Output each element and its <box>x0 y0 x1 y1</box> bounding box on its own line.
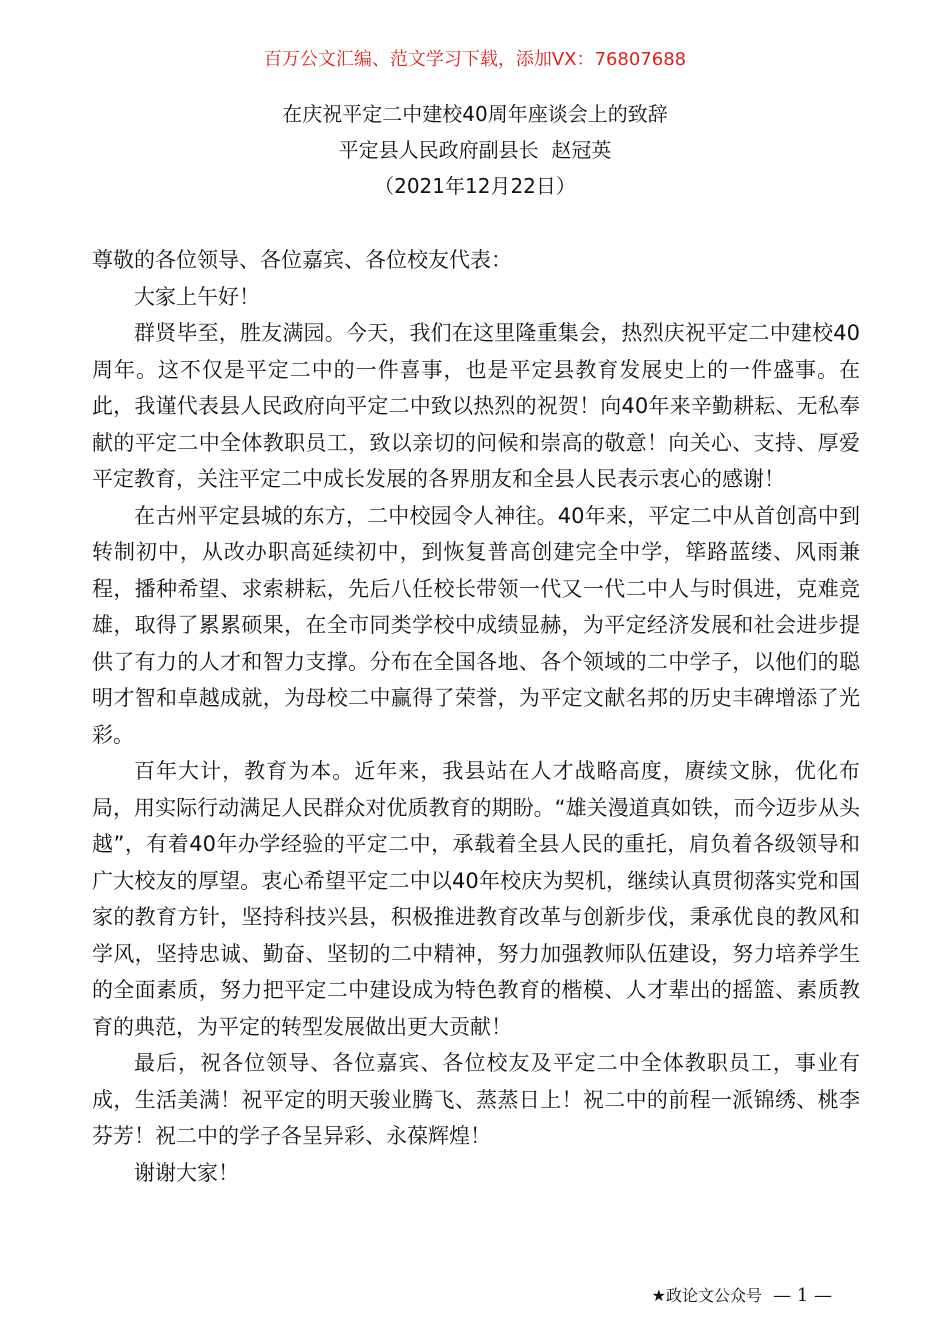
page-number: — 1 — <box>773 1285 832 1306</box>
document-title: 在庆祝平定二中建校40周年座谈会上的致辞 <box>282 102 668 126</box>
speech-body <box>92 242 860 1191</box>
footer-source: ★政论文公众号 <box>651 1286 762 1305</box>
document-date: （2021年12月22日） <box>374 174 576 198</box>
paragraph-expectations: 百年大计，教育为本。近年来，我县站在人才战略高度，赓续文脉，优化布局，用实际行动满足人民群众对优质教育的期盼。“雄关漫道真如铁，而今迈步从头越”，有着40年办学经验的平定二中，承载着全县人民的重托，肩负着各级领导和广大校友的厚望。衷心希望平定二中以40年校庆为契机，继续认真贯彻落实党和国家的教育方针，坚持科技兴县，积极推进教育改革与创新步伐，秉承优良的教风和学风，坚持忠诚、勤奋、坚韧的二中精神，努力加强教师队伍建设，努力培养学生的全面素质，努力把平定二中建设成为特色教育的楷模、人才辈出的摇篮、素质教育的典范，为平定的转型发展做出更大贡献！ <box>92 759 860 1039</box>
paragraph-closing-wishes: 最后，祝各位领导、各位嘉宾、各位校友及平定二中全体教职员工，事业有成，生活美满！祝平定的明天骏业腾飞、蒸蒸日上！祝二中的前程一派锦绣、桃李芬芳！祝二中的学子各呈异彩、永葆辉煌！ <box>92 1051 860 1148</box>
speaker-line: 平定县人民政府副县长 赵冠英 <box>338 138 612 162</box>
download-banner: 百万公文汇编、范文学习下载，添加VX：76807688 <box>263 49 687 70</box>
paragraph-greeting: 大家上午好！ <box>134 284 260 309</box>
paragraph-history: 在古州平定县城的东方，二中校园令人神往。40年来，平定二中从首创高中到转制初中，从改办职高延续初中，到恢复普高创建完全中学，筚路蓝缕、风雨兼程，播种希望、求索耕耘，先后八任校长带领一代又一代二中人与时俱进，克难竞雄，取得了累累硕果，在全市同类学校中成绩显赫，为平定经济发展和社会进步提供了有力的人才和智力支撑。分布在全国各地、各个领域的二中学子，以他们的聪明才智和卓越成就，为母校二中赢得了荣誉，为平定文献名邦的历史丰碑增添了光彩。 <box>92 503 860 747</box>
page-footer <box>652 1284 832 1308</box>
paragraph-thanks: 谢谢大家！ <box>134 1160 239 1185</box>
salutation: 尊敬的各位领导、各位嘉宾、各位校友代表： <box>92 248 512 272</box>
document-header <box>0 96 950 204</box>
paragraph-congratulation: 群贤毕至，胜友满园。今天，我们在这里隆重集会，热烈庆祝平定二中建校40周年。这不仅是平定二中的一件喜事，也是平定县教育发展史上的一件盛事。在此，我谨代表县人民政府向平定二中致以热烈的祝贺！向40年来辛勤耕耘、无私奉献的平定二中全体教职员工，致以亲切的问候和崇高的敬意！向关心、支持、厚爱平定教育，关注平定二中成长发展的各界朋友和全县人民表示衷心的感谢！ <box>92 321 860 491</box>
